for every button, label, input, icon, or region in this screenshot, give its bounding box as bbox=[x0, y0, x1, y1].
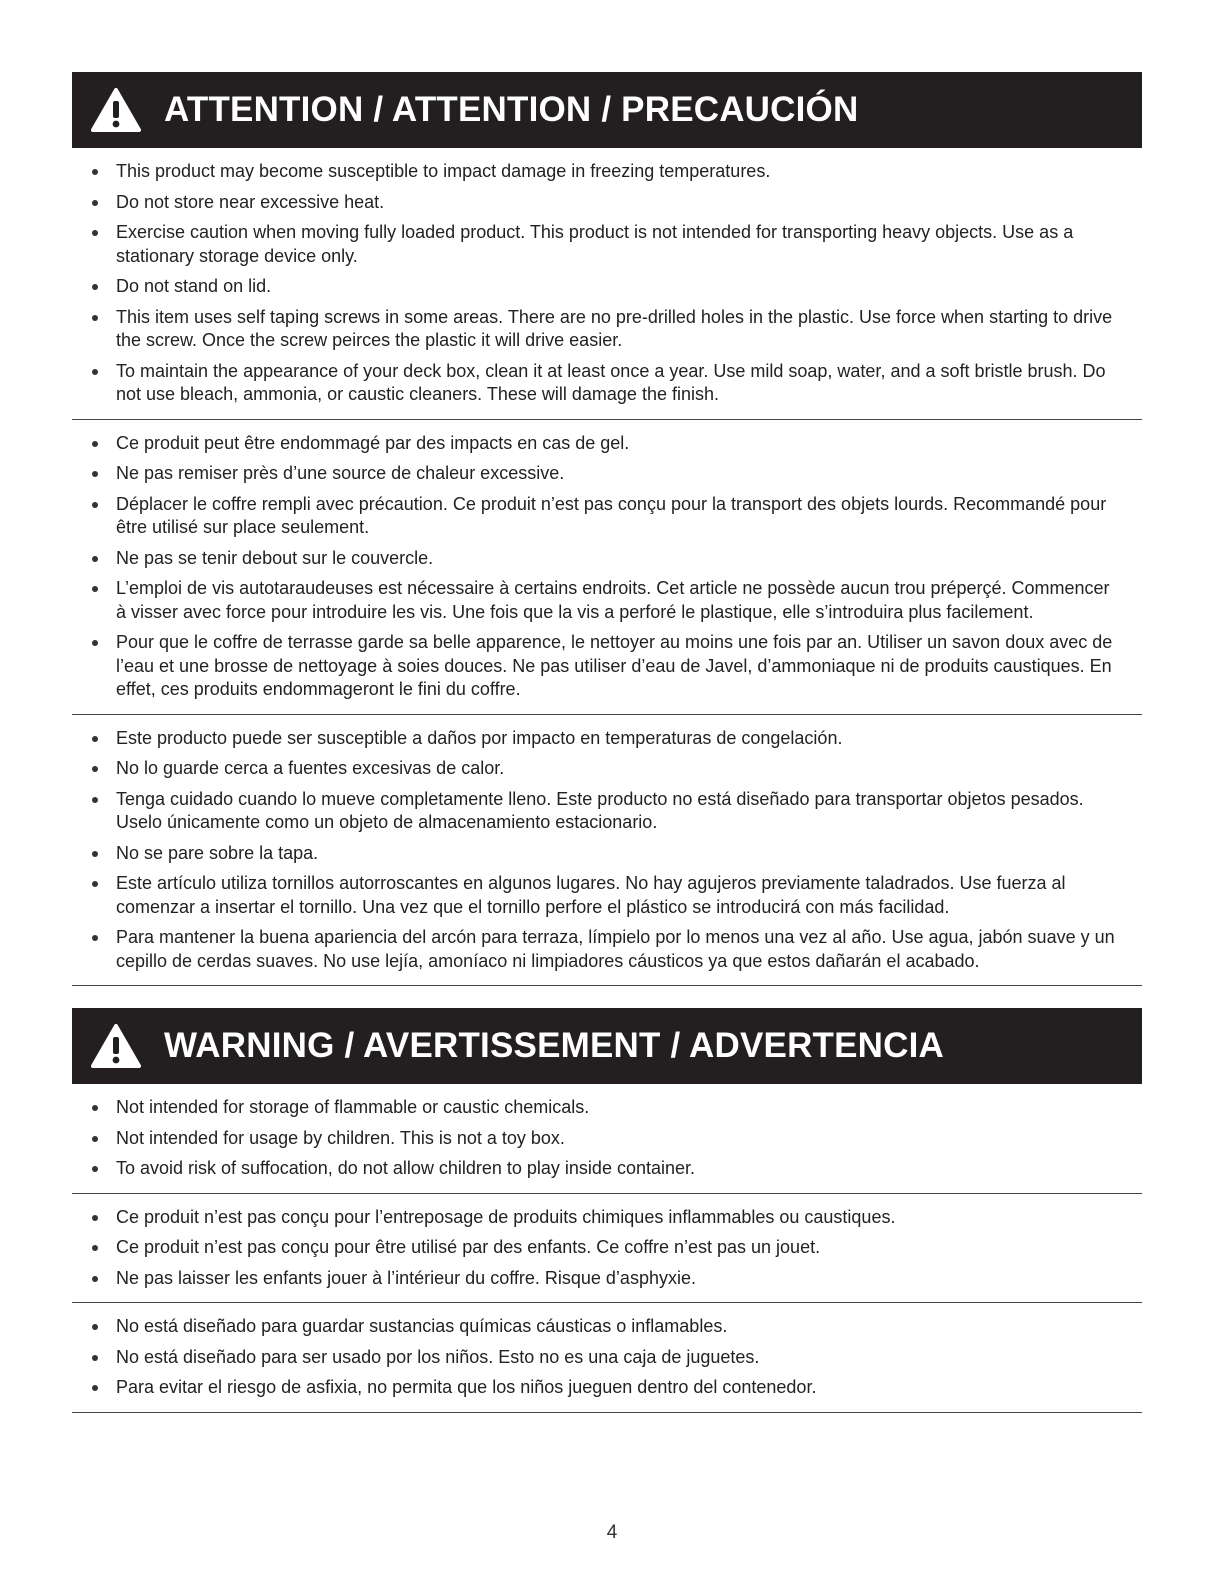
list-item: Ce produit peut être endommagé par des impacts en cas de gel. bbox=[72, 432, 1142, 456]
list-item: Ne pas remiser près d’une source de chaleur excessive. bbox=[72, 462, 1142, 486]
document-page bbox=[72, 72, 1142, 1413]
list-item: Do not stand on lid. bbox=[72, 275, 1142, 299]
list-item: Para mantener la buena apariencia del arcón para terraza, límpielo por lo menos una vez al año. Use agua, jabón suave y un cepillo de cerdas suaves. No use lejía, amoníaco ni limpiadores cáusticos ya que estos dañarán el acabado. bbox=[72, 926, 1142, 973]
list-item: No lo guarde cerca a fuentes excesivas de calor. bbox=[72, 757, 1142, 781]
list-item: Ce produit n’est pas conçu pour être utilisé par des enfants. Ce coffre n’est pas un jouet. bbox=[72, 1236, 1142, 1260]
list-item: Este artículo utiliza tornillos autorroscantes en algunos lugares. No hay agujeros previamente taladrados. Use fuerza al comenzar a insertar el tornillo. Una vez que el tornillo perfore el plástico se introducirá con más facilidad. bbox=[72, 872, 1142, 919]
warning-triangle-icon bbox=[90, 1023, 142, 1069]
page-number: 4 bbox=[606, 1522, 618, 1543]
warning-english-group bbox=[72, 1084, 1142, 1194]
warning-french-group bbox=[72, 1194, 1142, 1304]
attention-banner bbox=[72, 72, 1142, 148]
warning-banner bbox=[72, 1008, 1142, 1084]
list-item: Exercise caution when moving fully loaded product. This product is not intended for transporting heavy objects. Use as a stationary storage device only. bbox=[72, 221, 1142, 268]
warning-section bbox=[72, 1008, 1142, 1413]
list-item: To avoid risk of suffocation, do not allow children to play inside container. bbox=[72, 1157, 1142, 1181]
list-item: This product may become susceptible to impact damage in freezing temperatures. bbox=[72, 160, 1142, 184]
list-item: Este producto puede ser susceptible a daños por impacto en temperaturas de congelación. bbox=[72, 727, 1142, 751]
list-item: Tenga cuidado cuando lo mueve completamente lleno. Este producto no está diseñado para transportar objetos pesados. Uselo únicamente como un objeto de almacenamiento estacionario. bbox=[72, 788, 1142, 835]
warning-title: WARNING / AVERTISSEMENT / ADVERTENCIA bbox=[164, 1026, 945, 1065]
attention-spanish-group bbox=[72, 715, 1142, 987]
attention-title: ATTENTION / ATTENTION / PRECAUCIÓN bbox=[164, 90, 859, 129]
list-item: No está diseñado para guardar sustancias químicas cáusticas o inflamables. bbox=[72, 1315, 1142, 1339]
list-item: Ce produit n’est pas conçu pour l’entreposage de produits chimiques inflammables ou caustiques. bbox=[72, 1206, 1142, 1230]
section-spacer bbox=[72, 986, 1142, 1008]
warning-spanish-group bbox=[72, 1303, 1142, 1413]
attention-section bbox=[72, 72, 1142, 986]
warning-triangle-icon bbox=[90, 87, 142, 133]
attention-english-group bbox=[72, 148, 1142, 420]
list-item: This item uses self taping screws in some areas. There are no pre-drilled holes in the plastic. Use force when starting to drive the screw. Once the screw peirces the plastic it will drive easier. bbox=[72, 306, 1142, 353]
list-item: Not intended for usage by children. This is not a toy box. bbox=[72, 1127, 1142, 1151]
list-item: No está diseñado para ser usado por los niños. Esto no es una caja de juguetes. bbox=[72, 1346, 1142, 1370]
list-item: L’emploi de vis autotaraudeuses est nécessaire à certains endroits. Cet article ne possède aucun trou préperçé. Commencer à visser avec force pour introduire les vis. Une fois que la vis a perforé le plastique, elle s’introduira plus facilement. bbox=[72, 577, 1142, 624]
list-item: Para evitar el riesgo de asfixia, no permita que los niños jueguen dentro del contenedor. bbox=[72, 1376, 1142, 1400]
list-item: To maintain the appearance of your deck box, clean it at least once a year. Use mild soap, water, and a soft bristle brush. Do not use bleach, ammonia, or caustic cleaners. These will damage the finish. bbox=[72, 360, 1142, 407]
list-item: Ne pas laisser les enfants jouer à l’intérieur du coffre. Risque d’asphyxie. bbox=[72, 1267, 1142, 1291]
list-item: Déplacer le coffre rempli avec précaution. Ce produit n’est pas conçu pour la transport des objets lourds. Recommandé pour être utilisé sur place seulement. bbox=[72, 493, 1142, 540]
list-item: Not intended for storage of flammable or caustic chemicals. bbox=[72, 1096, 1142, 1120]
list-item: Ne pas se tenir debout sur le couvercle. bbox=[72, 547, 1142, 571]
list-item: No se pare sobre la tapa. bbox=[72, 842, 1142, 866]
list-item: Pour que le coffre de terrasse garde sa belle apparence, le nettoyer au moins une fois par an. Utiliser un savon doux avec de l’eau et une brosse de nettoyage à soies douces. Ne pas utiliser d’eau de Javel, d’ammoniaque ni de produits caustiques. En effet, ces produits endommageront le fini du coffre. bbox=[72, 631, 1142, 702]
list-item: Do not store near excessive heat. bbox=[72, 191, 1142, 215]
attention-french-group bbox=[72, 420, 1142, 715]
